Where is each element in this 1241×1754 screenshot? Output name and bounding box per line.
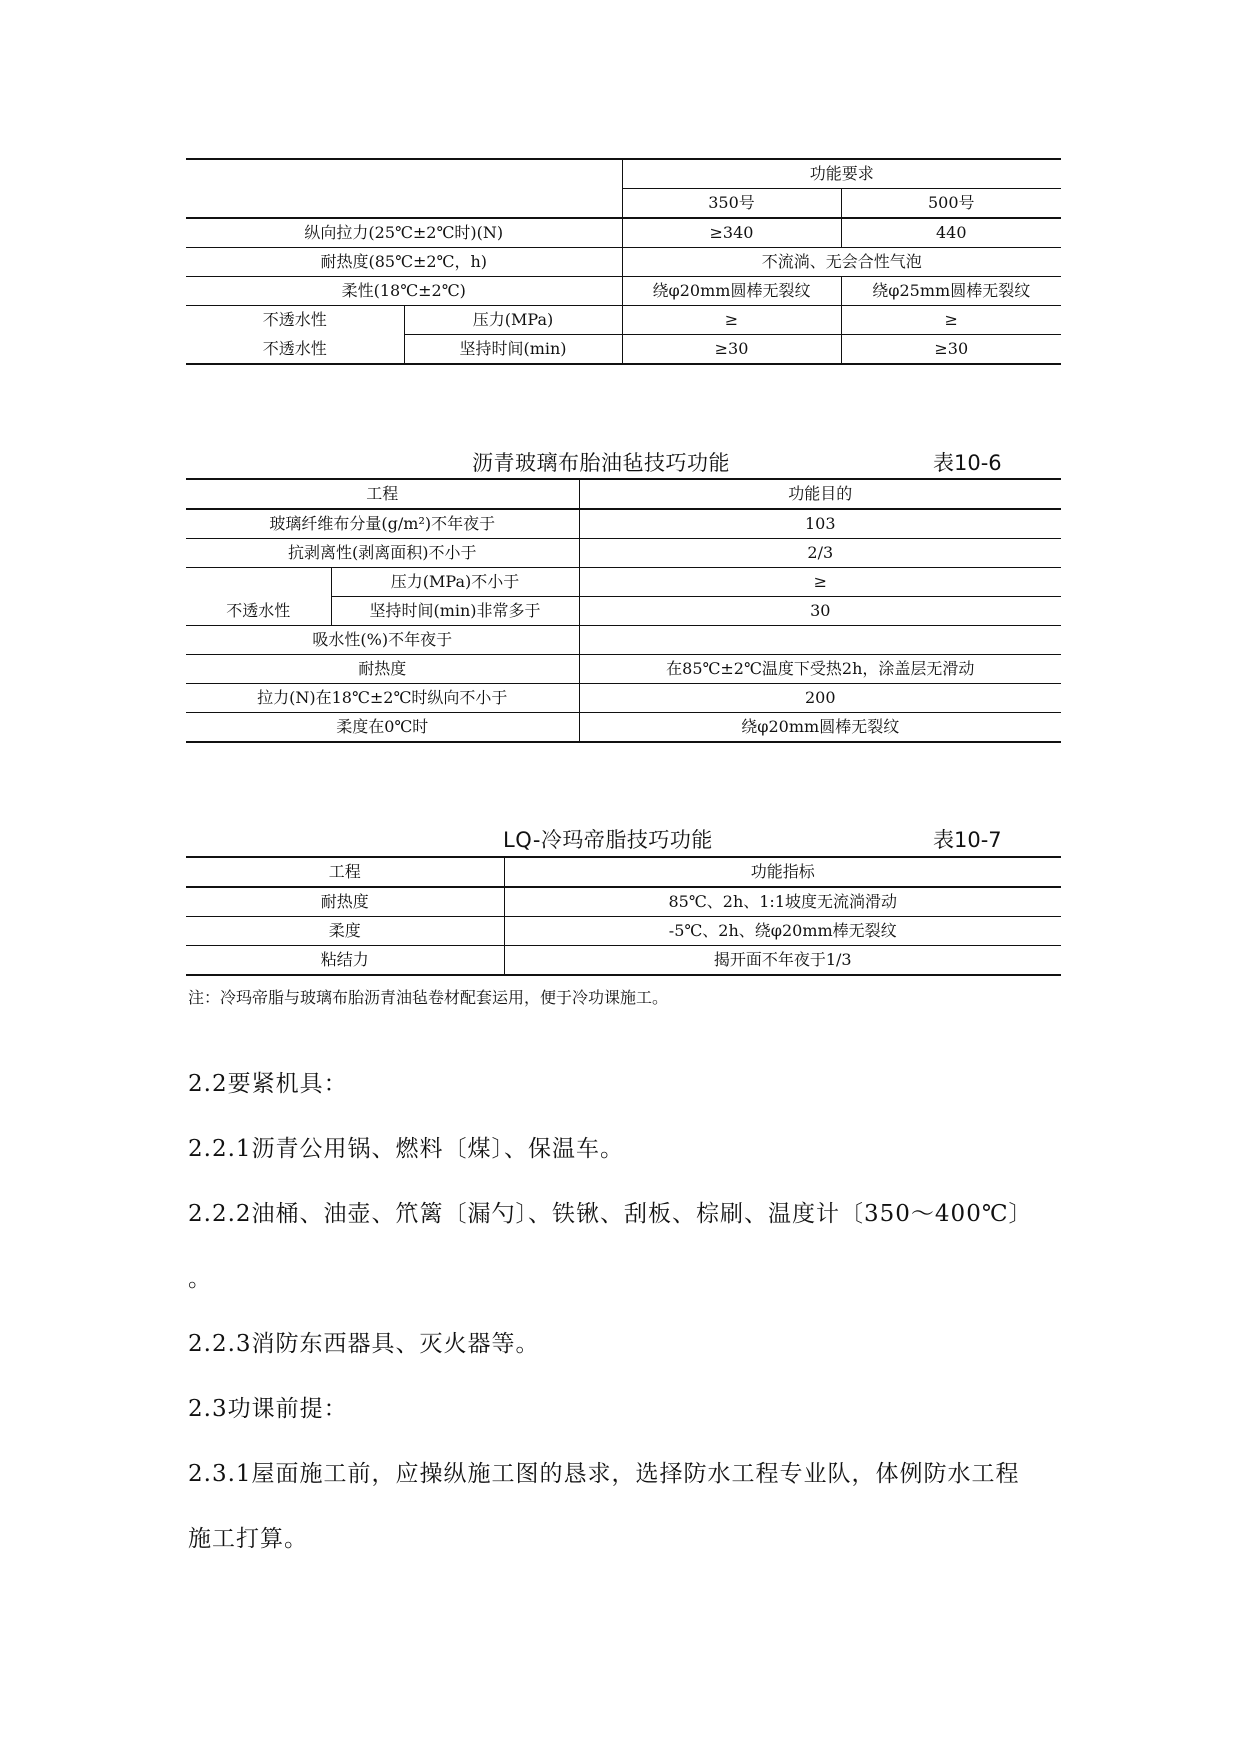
row-sublabel: 坚持时间(min)非常多于 <box>331 597 579 626</box>
row-label: 不透水性 <box>186 306 404 335</box>
paragraph: 施工打算。 <box>188 1526 308 1552</box>
row-value: 绕φ20mm圆棒无裂纹 <box>579 713 1061 743</box>
table-header-value: 功能指标 <box>504 857 1061 887</box>
row-label: 粘结力 <box>186 946 504 976</box>
row-value: -5℃、2h、绕φ20mm棒无裂纹 <box>504 917 1061 946</box>
table-header-item: 工程 <box>186 479 579 509</box>
row-value: 200 <box>579 684 1061 713</box>
table-header-value: 功能目的 <box>579 479 1061 509</box>
row-value-500: 绕φ25mm圆棒无裂纹 <box>841 277 1061 306</box>
row-value: 85℃、2h、1:1坡度无流淌滑动 <box>504 887 1061 917</box>
row-value-merged: 不流淌、无会合性气泡 <box>622 248 1061 277</box>
table-row <box>186 539 1061 568</box>
table-title: LQ-冷玛帝脂技巧功能 <box>503 828 713 852</box>
paragraph: 2.2要紧机具： <box>188 1071 348 1097</box>
row-value-350: ≥340 <box>622 218 841 248</box>
row-value-500: ≥30 <box>841 335 1061 365</box>
table-header-group: 功能要求 <box>622 159 1061 189</box>
row-group-label-text: 不透水性 <box>226 601 291 620</box>
table-glass-felt-performance <box>186 478 1061 743</box>
row-value-500: 440 <box>841 218 1061 248</box>
paragraph: 2.2.2油桶、油壶、笊篱〔漏勺〕、铁锹、刮板、棕刷、温度计〔350～400℃〕 <box>188 1201 1033 1227</box>
table-row <box>186 248 1061 277</box>
row-label: 耐热度(85℃±2℃，h) <box>186 248 622 277</box>
table-row <box>186 887 1061 917</box>
row-label: 柔度在0℃时 <box>186 713 579 743</box>
row-label: 柔性(18℃±2℃) <box>186 277 622 306</box>
row-sublabel: 坚持时间(min) <box>404 335 622 365</box>
row-value: 在85℃±2℃温度下受热2h，涂盖层无滑动 <box>579 655 1061 684</box>
row-label: 耐热度 <box>186 655 579 684</box>
table-row <box>186 684 1061 713</box>
table-number: 表10-7 <box>933 828 1002 852</box>
row-label: 拉力(N)在18℃±2℃时纵向不小于 <box>186 684 579 713</box>
row-value-350: ≥30 <box>622 335 841 365</box>
table-header-350: 350号 <box>622 189 841 219</box>
row-value: 2/3 <box>579 539 1061 568</box>
paragraph: 2.3.1屋面施工前，应操纵施工图的恳求，选择防水工程专业队，体例防水工程 <box>188 1461 1020 1487</box>
row-label: 吸水性(%)不年夜于 <box>186 626 579 655</box>
table-row <box>186 335 1061 365</box>
row-value-500: ≥ <box>841 306 1061 335</box>
table-title: 沥青玻璃布胎油毡技巧功能 <box>472 451 730 475</box>
table-number: 表10-6 <box>933 451 1002 475</box>
table-header-blank <box>186 159 622 218</box>
paragraph: 。 <box>188 1266 212 1292</box>
row-label: 纵向拉力(25℃±2℃时)(N) <box>186 218 622 248</box>
row-value <box>579 626 1061 655</box>
table-membrane-performance <box>186 158 1061 365</box>
row-sublabel: 压力(MPa) <box>404 306 622 335</box>
table-row <box>186 277 1061 306</box>
table-row <box>186 655 1061 684</box>
row-sublabel: 压力(MPa)不小于 <box>331 568 579 597</box>
paragraph: 2.2.1沥青公用锅、燃料〔煤〕、保温车。 <box>188 1136 625 1162</box>
table-note: 注：冷玛帝脂与玻璃布胎沥青油毡卷材配套运用，便于冷功课施工。 <box>188 988 669 1007</box>
table-row <box>186 509 1061 539</box>
table-row <box>186 626 1061 655</box>
row-value: ≥ <box>579 568 1061 597</box>
row-value: 30 <box>579 597 1061 626</box>
row-label-text: 玻璃纤维布分量(g/m²)不年夜于 <box>269 514 496 533</box>
row-group-label <box>186 568 331 626</box>
table-row <box>186 159 1061 189</box>
paragraph: 2.3功课前提： <box>188 1396 348 1422</box>
table-row <box>186 713 1061 743</box>
paragraph: 2.2.3消防东西器具、灭火器等。 <box>188 1331 540 1357</box>
table-row <box>186 306 1061 335</box>
table-header-500: 500号 <box>841 189 1061 219</box>
table-row <box>186 218 1061 248</box>
row-label <box>186 509 579 539</box>
row-value: 103 <box>579 509 1061 539</box>
table-row <box>186 917 1061 946</box>
row-value: 揭开面不年夜于1/3 <box>504 946 1061 976</box>
row-label: 耐热度 <box>186 887 504 917</box>
row-label: 抗剥离性(剥离面积)不小于 <box>186 539 579 568</box>
row-label: 不透水性 <box>186 335 404 365</box>
table-cold-mastic-performance <box>186 856 1061 976</box>
row-value-350: ≥ <box>622 306 841 335</box>
table-row <box>186 857 1061 887</box>
table-row <box>186 479 1061 509</box>
table-row <box>186 568 1061 597</box>
row-value-350: 绕φ20mm圆棒无裂纹 <box>622 277 841 306</box>
table-header-item: 工程 <box>186 857 504 887</box>
row-label: 柔度 <box>186 917 504 946</box>
table-row <box>186 946 1061 976</box>
